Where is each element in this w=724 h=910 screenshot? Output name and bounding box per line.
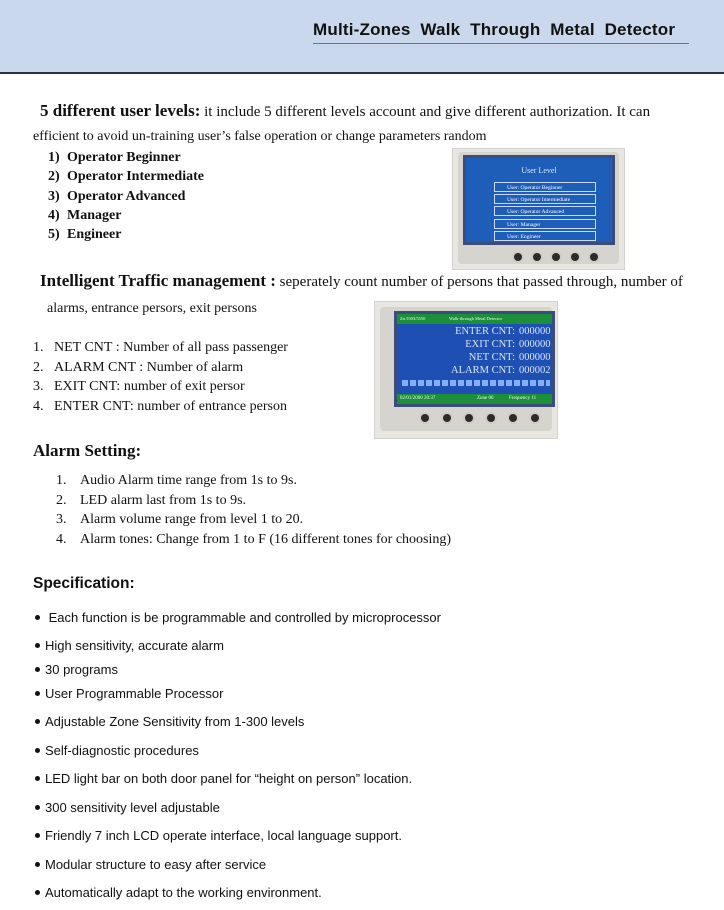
screen-value: 000002: [519, 365, 551, 376]
traffic-heading: Intelligent Traffic management :: [40, 271, 276, 290]
specification-heading: Specification:: [33, 575, 135, 592]
bullet-icon: [35, 862, 40, 867]
screen-label: ALARM CNT:: [451, 365, 515, 376]
traffic-intro-line2: alarms, entrance persors, exit persons: [47, 301, 257, 316]
list-item: 4. ENTER CNT: number of entrance person: [33, 398, 287, 414]
spec-item: Self-diagnostic procedures: [35, 743, 199, 758]
screen-label: EXIT CNT:: [465, 339, 515, 350]
spec-item: High sensitivity, accurate alarm: [35, 638, 224, 653]
device-button: [421, 414, 429, 422]
screen-top-bar: Zn 5503/5550 Walk-through Metal Detector: [397, 314, 552, 324]
alarm-setting-heading: Alarm Setting:: [33, 441, 142, 460]
screen-option: User: Operator Beginner: [494, 182, 596, 192]
list-item: 4. Alarm tones: Change from 1 to F (16 different tones for choosing): [56, 532, 452, 548]
signal-bar: [402, 380, 550, 386]
user-levels-heading: 5 different user levels:: [40, 101, 201, 120]
alarm-setting-list: [56, 471, 451, 550]
device-button: [487, 414, 495, 422]
user-levels-list: [48, 148, 204, 244]
list-item: 3) Operator Advanced: [48, 188, 186, 204]
device-button: [552, 253, 560, 261]
screen-title: User Level: [521, 166, 557, 175]
bullet-icon: [35, 691, 40, 696]
traffic-count-screen: [394, 311, 555, 407]
page-header: [0, 0, 724, 74]
bullet-icon: [35, 615, 40, 620]
screen-label: ENTER CNT:: [455, 326, 515, 337]
device-button: [514, 253, 522, 261]
bullet-icon: [35, 719, 40, 724]
spec-item: Friendly 7 inch LCD operate interface, local language support.: [35, 828, 402, 843]
traffic-intro-text: seperately count number of persons that passed through, number of: [275, 274, 683, 290]
spec-item: Modular structure to easy after service: [35, 857, 266, 872]
list-item: 1) Operator Beginner: [48, 150, 181, 165]
bullet-icon: [35, 890, 40, 895]
list-item: 1. Audio Alarm time range from 1s to 9s.: [56, 473, 297, 488]
list-item: 5) Engineer: [48, 227, 122, 243]
device-button: [531, 414, 539, 422]
spec-item: Adjustable Zone Sensitivity from 1-300 levels: [35, 714, 304, 729]
screen-value: 000000: [519, 326, 551, 337]
bullet-icon: [35, 667, 40, 672]
device-button: [465, 414, 473, 422]
device-button: [509, 414, 517, 422]
spec-item: Each function is be programmable and controlled by microprocessor: [35, 610, 441, 625]
device-button: [443, 414, 451, 422]
device-button: [533, 253, 541, 261]
screen-value: 000000: [519, 339, 551, 350]
user-level-device-photo: [452, 148, 625, 270]
bullet-icon: [35, 833, 40, 838]
bullet-icon: [35, 643, 40, 648]
list-item: 3. Alarm volume range from level 1 to 20.: [56, 512, 304, 528]
traffic-intro: [40, 271, 683, 291]
user-levels-intro-text: it include 5 different levels account and give different authorization. It can: [200, 104, 651, 120]
list-item: 2) Operator Intermediate: [48, 169, 204, 185]
user-levels-intro-line2: efficient to avoid un-training user’s false operation or change parameters random: [33, 129, 487, 144]
title-underline: [313, 43, 689, 44]
screen-option: User: Operator Advanced: [494, 206, 596, 216]
screen-option: User: Operator Intermediate: [494, 194, 596, 204]
screen-value: 000000: [519, 352, 551, 363]
spec-item: Automatically adapt to the working environment.: [35, 885, 322, 900]
list-item: 4) Manager: [48, 207, 122, 223]
screen-option: User: Engineer: [494, 231, 596, 241]
bullet-icon: [35, 748, 40, 753]
user-levels-intro: [40, 101, 650, 121]
screen-bottom-bar: 02/01/2000 20:37 Zone 06 Frequency 11: [397, 394, 552, 404]
screen-option: User: Manager: [494, 219, 596, 229]
list-item: 3. EXIT CNT: number of exit persor: [33, 379, 245, 394]
screen-label: NET CNT:: [468, 352, 515, 363]
spec-item: 30 programs: [35, 662, 118, 677]
spec-item: User Programmable Processor: [35, 686, 223, 701]
user-level-screen: [463, 155, 615, 245]
device-button: [571, 253, 579, 261]
bullet-icon: [35, 805, 40, 810]
traffic-device-photo: [374, 301, 558, 439]
spec-item: 300 sensitivity level adjustable: [35, 800, 220, 815]
traffic-list: [33, 338, 288, 416]
list-item: 2. ALARM CNT : Number of alarm: [33, 359, 244, 375]
bullet-icon: [35, 776, 40, 781]
spec-item: LED light bar on both door panel for “height on person” location.: [35, 771, 412, 786]
page-title: Multi-Zones Walk Through Metal Detector: [313, 20, 676, 39]
device-button: [590, 253, 598, 261]
list-item: 2. LED alarm last from 1s to 9s.: [56, 492, 247, 508]
list-item: 1. NET CNT : Number of all pass passenger: [33, 340, 288, 355]
